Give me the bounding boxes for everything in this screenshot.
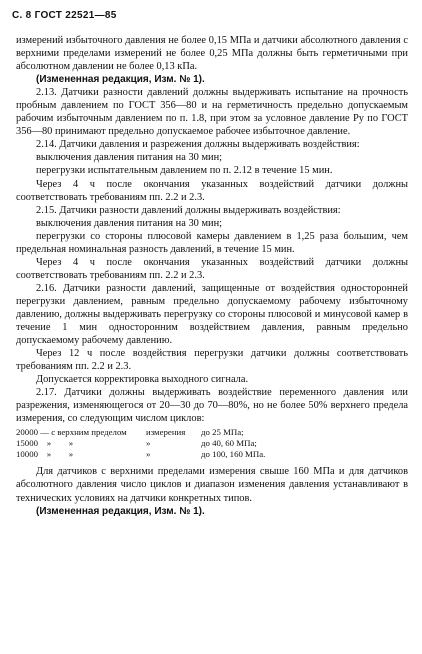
cycles-cell: 10000 » » — [16, 449, 74, 460]
page-header: С. 8 ГОСТ 22521—85 — [12, 10, 117, 21]
paragraph: 2.13. Датчики разности давлений должны выдерживать испытание на прочность пробным давлением по ГОСТ 356—80 и на герметичность предельно допускаемым рабочим избыточным давлением по п. 1.8, при этом за условное давление Pу по ГОСТ 356—80 принимают предельно допускаемое рабочее избыточное давление. — [16, 87, 408, 138]
cycles-table — [16, 427, 408, 460]
cycles-row — [16, 438, 408, 449]
cycles-cell: измерения — [146, 427, 186, 438]
cycles-cell: 20000 — с верхним пределом — [16, 427, 127, 438]
cycles-cell: » — [146, 449, 151, 460]
paragraph: (Измененная редакция, Изм. № 1). — [36, 505, 205, 517]
paragraph: выключения давления питания на 30 мин; — [36, 217, 223, 229]
paragraph: измерений избыточного давления не более 0,15 МПа и датчики абсолютного давления с верхними пределами измерений не более 0,25 МПа должны быть герметичными при абсолютном давлении не более 0,13 кПа. — [16, 35, 408, 73]
paragraph: Через 12 ч после воздействия перегрузки датчики должны соответствовать требованиям пп. 2.2 и 2.3. — [16, 348, 408, 373]
paragraph: перегрузки со стороны плюсовой камеры давлением в 1,25 раза большим, чем предельная номинальная разность давлений, в течение 15 мин. — [16, 230, 408, 255]
paragraph: перегрузки испытательным давлением по п. 2.12 в течение 15 мин. — [36, 165, 333, 177]
paragraph: Через 4 ч после окончания указанных воздействий датчики должны соответствовать требованиям пп. 2.2 и 2.3. — [16, 178, 408, 203]
paragraph: 2.14. Датчики давления и разрежения должны выдерживать воздействия: — [36, 139, 360, 151]
cycles-cell: до 100, 160 МПа. — [201, 449, 266, 460]
cycles-row — [16, 449, 408, 460]
cycles-row — [16, 427, 408, 438]
cycles-cell: » — [146, 438, 151, 449]
paragraph: (Измененная редакция, Изм. № 1). — [36, 74, 205, 86]
paragraph: выключения давления питания на 30 мин; — [36, 152, 223, 164]
cycles-cell: до 25 МПа; — [201, 427, 244, 438]
paragraph: Допускается корректировка выходного сигнала. — [36, 374, 249, 386]
paragraph: Для датчиков с верхними пределами измерения свыше 160 МПа и для датчиков абсолютного давления число циклов и диапазон изменения давления устанавливают в технических условиях на датчики конкретных типов. — [16, 466, 408, 504]
cycles-cell: до 40, 60 МПа; — [201, 438, 257, 449]
paragraph: 2.15. Датчики разности давлений должны выдерживать воздействия: — [36, 204, 341, 216]
document-body — [16, 34, 408, 518]
paragraph: 2.17. Датчики должны выдерживать воздействие переменного давления или разрежения, изменяющегося от 20—30 до 70—80%, но не более 50% верхнего предела измерения, со следующим числом циклов: — [16, 387, 408, 425]
paragraph: Через 4 ч после окончания указанных воздействий датчики должны соответствовать требованиям пп. 2.2 и 2.3. — [16, 256, 408, 281]
paragraph-list — [16, 34, 408, 425]
closing-paragraphs — [16, 465, 408, 517]
cycles-cell: 15000 » » — [16, 438, 74, 449]
paragraph: 2.16. Датчики разности давлений, защищенные от воздействия односторонней перегрузки давлением, равным предельно допускаемому рабочему избыточному давлению, должны выдерживать перегрузку со стороны плюсовой и минусовой камер в течение 1 мин односторонним воздействием давления, равным предельно допускаемому рабочему давлению. — [16, 282, 408, 347]
